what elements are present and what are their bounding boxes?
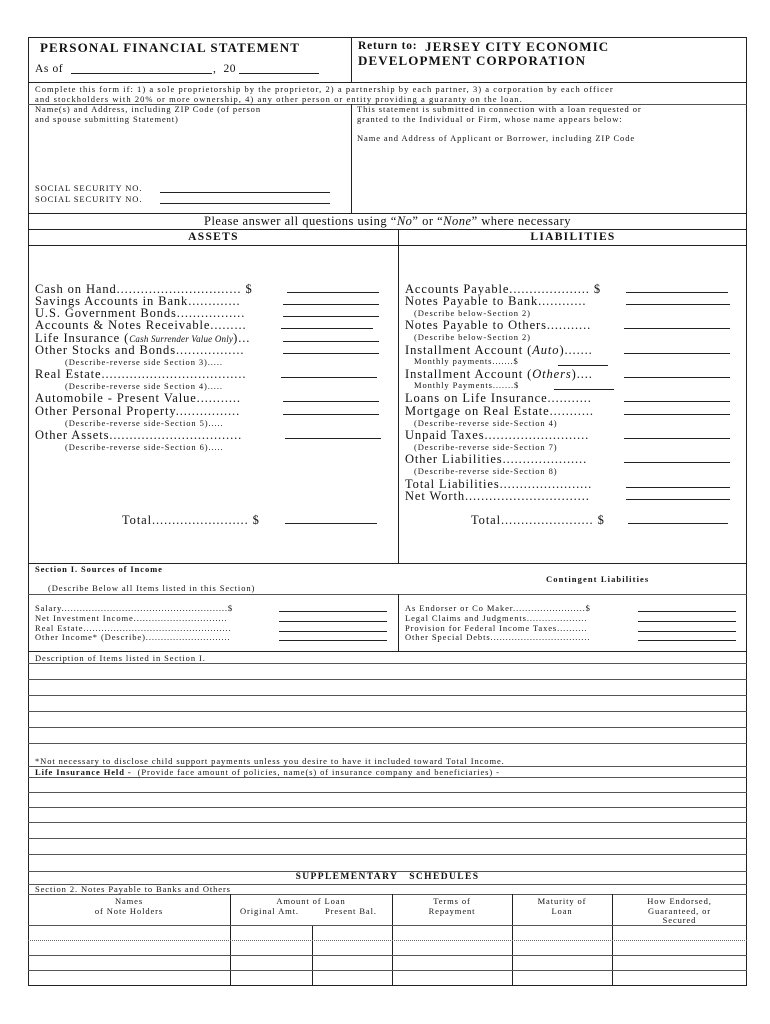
as-of-date-field[interactable] [71, 73, 212, 74]
loans-life-label: Loans on Life Insurance........... [405, 391, 592, 405]
section7-note: (Describe-reverse side-Section 7) [414, 442, 558, 452]
monthly-payments-label-2: Monthly Payments.......$ [414, 380, 520, 390]
other-personal-label: Other Personal Property................ [35, 404, 241, 418]
other-stocks-label: Other Stocks and Bonds................. [35, 343, 245, 357]
ssn-field-2[interactable] [160, 203, 330, 204]
provision-field[interactable] [638, 631, 736, 632]
salary-field[interactable] [279, 611, 387, 612]
notes-payable-label: Notes Payable to Bank............ [405, 294, 587, 308]
income-real-estate-label: Real Estate................................................. [35, 623, 232, 633]
total-liabilities-label: Total Liabilities....................... [405, 477, 593, 491]
description-line[interactable] [28, 727, 747, 728]
borrower-name-address-field[interactable] [354, 145, 744, 210]
section3-note: (Describe-reverse side Section 3)..... [65, 357, 223, 367]
mortgage-field[interactable] [624, 414, 730, 415]
year-prefix: 20 [223, 63, 237, 75]
return-to-org-line1: JERSEY CITY ECONOMIC [425, 39, 610, 54]
net-investment-field[interactable] [279, 621, 387, 622]
section2-title: Section 2. Notes Payable to Banks and Others [35, 884, 231, 894]
other-stocks-field[interactable] [283, 353, 379, 354]
child-support-note: *Not necessary to disclose child support payments unless you desire to have it included toward Total Income. [35, 756, 505, 766]
description-line[interactable] [28, 679, 747, 680]
other-income-field[interactable] [279, 640, 387, 641]
year-field[interactable] [239, 73, 319, 74]
us-bonds-field[interactable] [283, 316, 379, 317]
names-address-label-1: Name(s) and Address, including ZIP Code (of person [35, 104, 261, 114]
answer-instruction: Please answer all questions using “No” or “None” where necessary [204, 214, 571, 228]
description-line[interactable] [28, 743, 747, 744]
real-estate-field[interactable] [281, 377, 377, 378]
instructions-line1: Complete this form if: 1) a sole proprietorship by the proprietor, 2) a partnership by each partner, 3) a corporation by each officer [35, 84, 614, 94]
savings-field[interactable] [283, 304, 379, 305]
other-income-label: Other Income* (Describe)............................ [35, 632, 231, 642]
legal-claims-field[interactable] [638, 621, 736, 622]
cash-on-hand-field[interactable] [287, 292, 379, 293]
table-row[interactable] [28, 970, 747, 971]
installment-auto-field[interactable] [624, 353, 730, 354]
applicant-name-address-field[interactable] [30, 125, 348, 180]
life-insurance-line[interactable] [28, 822, 747, 823]
names-address-label-2: and spouse submitting Statement) [35, 114, 179, 124]
other-personal-field[interactable] [283, 414, 379, 415]
accounts-payable-label: Accounts Payable.................... $ [405, 282, 601, 296]
header-divider [351, 37, 352, 82]
description-line[interactable] [28, 711, 747, 712]
unpaid-taxes-field[interactable] [624, 438, 730, 439]
other-liabilities-field[interactable] [624, 462, 730, 463]
col-how-1: How Endorsed, [647, 896, 712, 906]
assets-total-field[interactable] [285, 523, 377, 524]
col-how-2: Guaranteed, or [647, 906, 712, 916]
col-present: Present Bal. [325, 906, 377, 916]
table-row[interactable] [28, 940, 747, 941]
description-label: Description of Items listed in Section I. [35, 653, 206, 663]
contingent-liabilities-heading: Contingent Liabilities [546, 574, 650, 584]
notes-payable-field[interactable] [626, 304, 730, 305]
monthly-payments-field-2[interactable] [554, 389, 614, 390]
col-original: Original Amt. [240, 906, 299, 916]
notes-others-label: Notes Payable to Others........... [405, 318, 592, 332]
cash-on-hand-label: Cash on Hand............................... $ [35, 282, 253, 296]
monthly-payments-label: Monthly payments.......$ [414, 356, 519, 366]
section2-note-a: (Describe below-Section 2) [414, 308, 531, 318]
net-investment-label: Net Investment Income............................... [35, 613, 228, 623]
description-line[interactable] [28, 695, 747, 696]
endorser-field[interactable] [638, 611, 736, 612]
liabilities-total-label: Total....................... $ [471, 513, 605, 527]
form-title: PERSONAL FINANCIAL STATEMENT [40, 40, 301, 55]
other-special-field[interactable] [638, 640, 736, 641]
assets-total-label: Total........................ $ [122, 513, 260, 527]
monthly-payments-field[interactable] [558, 365, 608, 366]
savings-label: Savings Accounts in Bank............. [35, 294, 241, 308]
col-amount: Amount of Loan [276, 896, 346, 906]
installment-others-label: Installment Account (Others).... [405, 367, 593, 381]
life-insurance-line[interactable] [28, 807, 747, 808]
life-insurance-field[interactable] [283, 341, 379, 342]
ssn-field-1[interactable] [160, 192, 330, 193]
loans-life-field[interactable] [624, 401, 730, 402]
col-names-1: Names [114, 896, 144, 906]
life-insurance-line[interactable] [28, 792, 747, 793]
col-terms-2: Repayment [428, 906, 476, 916]
installment-auto-label: Installment Account (Auto)....... [405, 343, 593, 357]
statement-line2: granted to the Individual or Firm, whose name appears below: [357, 114, 623, 124]
section1-title: Section I. Sources of Income [35, 564, 163, 574]
supplementary-heading: SUPPLEMENTARY SCHEDULES [295, 872, 480, 882]
salary-label: Salary.......................................................$ [35, 603, 234, 613]
receivable-label: Accounts & Notes Receivable......... [35, 318, 247, 332]
life-insurance-line[interactable] [28, 838, 747, 839]
automobile-field[interactable] [283, 401, 379, 402]
other-assets-field[interactable] [285, 438, 381, 439]
ssn-label-1: SOCIAL SECURITY NO. [35, 183, 143, 193]
other-special-label: Other Special Debts................................. [405, 632, 591, 642]
section5-note: (Describe-reverse side-Section 5)..... [65, 418, 224, 428]
instructions-line2: and stockholders with 20% or more ownership, 4) any other person or entity providing a guaranty on the loan. [35, 94, 523, 104]
col-terms-1: Terms of [433, 896, 471, 906]
notes-others-field[interactable] [624, 328, 730, 329]
receivable-field[interactable] [281, 328, 373, 329]
as-of-label: As of [35, 63, 64, 75]
provision-label: Provision for Federal Income Taxes.......... [405, 623, 588, 633]
col-maturity-1: Maturity of [537, 896, 587, 906]
other-assets-label: Other Assets................................. [35, 428, 243, 442]
section4-note-liab: (Describe-reverse side-Section 4) [414, 418, 558, 428]
life-insurance-line[interactable] [28, 854, 747, 855]
statement-line1: This statement is submitted in connection with a loan requested or [357, 104, 642, 114]
other-liabilities-label: Other Liabilities..................... [405, 452, 588, 466]
return-to-label: Return to: [358, 40, 418, 52]
col-names-2: of Note Holders [94, 906, 164, 916]
automobile-label: Automobile - Present Value........... [35, 391, 241, 405]
borrower-label: Name and Address of Applicant or Borrower, including ZIP Code [357, 133, 636, 143]
col-maturity-2: Loan [551, 906, 573, 916]
life-insurance-label: Life Insurance (Cash Surrender Value Only)... [35, 331, 251, 345]
net-worth-field[interactable] [626, 499, 730, 500]
mortgage-label: Mortgage on Real Estate........... [405, 404, 594, 418]
endorser-label: As Endorser or Co Maker........................$ [405, 603, 591, 613]
real-estate-label: Real Estate.................................... [35, 367, 247, 381]
life-insurance-held-label: Life Insurance Held - (Provide face amount of policies, name(s) of insurance company and beneficiaries) - [35, 767, 500, 777]
legal-claims-label: Legal Claims and Judgments.................... [405, 613, 588, 623]
section6-note: (Describe-reverse side-Section 6)..... [65, 442, 224, 452]
table-row[interactable] [28, 955, 747, 956]
section4-note: (Describe-reverse side Section 4)..... [65, 381, 223, 391]
us-bonds-label: U.S. Government Bonds................. [35, 306, 246, 320]
unpaid-taxes-label: Unpaid Taxes.......................... [405, 428, 590, 442]
col-how-3: Secured [662, 915, 697, 925]
income-real-estate-field[interactable] [279, 631, 387, 632]
liabilities-total-field[interactable] [628, 523, 728, 524]
section1-describe: (Describe Below all Items listed in this Section) [48, 583, 256, 593]
installment-others-field[interactable] [624, 377, 730, 378]
assets-heading: ASSETS [188, 231, 239, 243]
section8-note: (Describe-reverse side-Section 8) [414, 466, 558, 476]
total-liabilities-field[interactable] [626, 487, 730, 488]
ssn-label-2: SOCIAL SECURITY NO. [35, 194, 143, 204]
net-worth-label: Net Worth............................... [405, 489, 590, 503]
section2-note-b: (Describe below-Section 2) [414, 332, 531, 342]
liabilities-heading: LIABILITIES [530, 231, 616, 243]
return-to-org-line2: DEVELOPMENT CORPORATION [358, 53, 587, 68]
accounts-payable-field[interactable] [626, 292, 728, 293]
